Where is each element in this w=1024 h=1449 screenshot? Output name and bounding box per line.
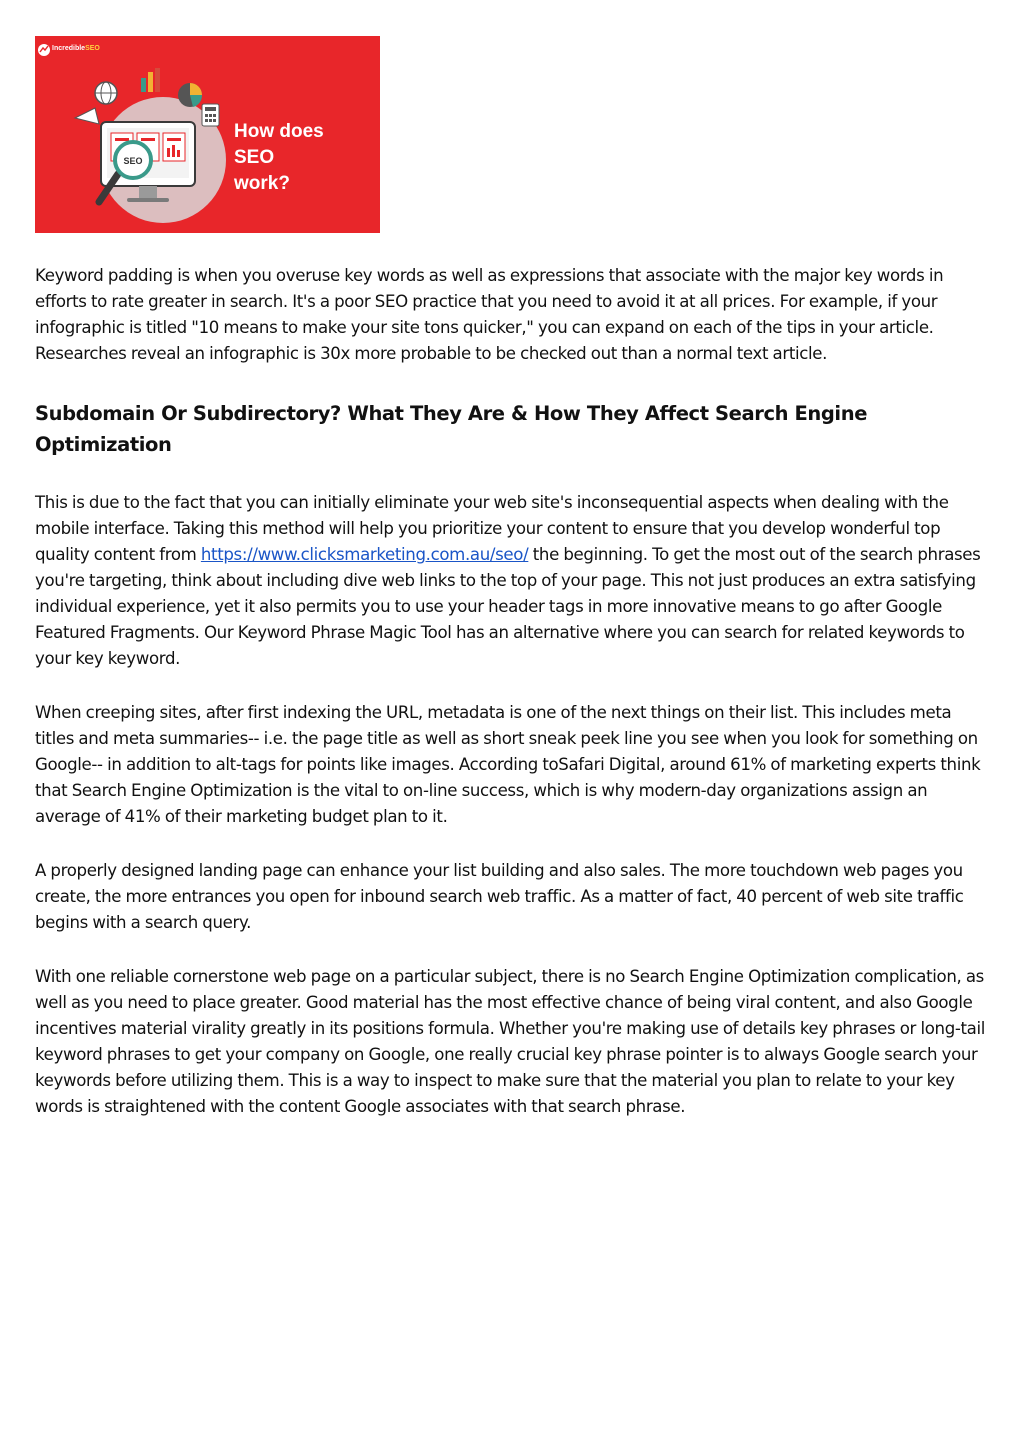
hero-title-line-2: SEO [234, 147, 275, 168]
intro-paragraph: Keyword padding is when you overuse key words as well as expressions that associate with the major key words in efforts to rate greater in search. It's a poor SEO practice that you need to avoid it at all prices. For example, if your infographic is titled "10 means to make your site tons quicker," you can expand on each of the tips in your article. Researches reveal an infographic is 30x more probable to be checked out than a normal text article. [35, 266, 944, 363]
hero-title-line-3: work? [234, 173, 290, 194]
magnifier-label: SEO [123, 156, 143, 166]
pie-chart-icon [178, 83, 202, 107]
logo-icon [38, 44, 50, 56]
hero-title-line-1: How does [234, 121, 324, 142]
hero-image [35, 36, 380, 233]
logo-word-1: Incredible [52, 45, 86, 52]
globe-icon [95, 82, 117, 104]
paragraph-2-before-link: This is due to the fact that you can initially eliminate your web site's inconsequential aspects when dealing with the mobile interface. Taking this method will help you prioritize your content to ensure that you develop wonderful top quality content from [35, 493, 949, 564]
paragraph-4: A properly designed landing page can enhance your list building and also sales. The more touchdown web pages you create, the more entrances you open for inbound search web traffic. As a matter of fact, 40 percent of web site traffic begins with a search query. [35, 861, 964, 932]
logo-text [52, 45, 100, 52]
paragraph-5: With one reliable cornerstone web page on a particular subject, there is no Search Engine Optimization complication, as well as you need to place greater. Good material has the most effective chance of being viral content, and also Google incentives material virality greatly in its positions formula. Whether you're making use of details key phrases or long-tail keyword phrases to get your company on Google, one really crucial key phrase pointer is to always Google search your keywords before utilizing them. This is a way to inspect to make sure that the material you plan to relate to your key words is straightened with the content Google associates with that search phrase. [35, 967, 986, 1116]
bar-chart-icon [141, 68, 160, 92]
calculator-icon [202, 104, 219, 126]
envelope-icon [75, 108, 99, 124]
article [35, 36, 990, 1120]
paragraph-2 [35, 490, 990, 672]
paragraph-3: When creeping sites, after first indexing the URL, metadata is one of the next things on their list. This includes meta titles and meta summaries-- i.e. the page title as well as short sneak peek line you see when you look for something on Google-- in addition to alt-tags for points like images. According toSafari Digital, around 61% of marketing experts think that Search Engine Optimization is the vital to on-line success, which is why modern-day organizations assign an average of 41% of their marketing budget plan to it. [35, 703, 981, 826]
clicksmarketing-link[interactable]: https://www.clicksmarketing.com.au/seo/ [200, 545, 529, 564]
paragraph-2-after-link: the beginning. To get the most out of the search phrases you're targeting, think about including dive web links to the top of your page. This not just produces an extra satisfying individual experience, yet it also permits you to use your header tags in more innovative means to go after Google Featured Fragments. Our Keyword Phrase Magic Tool has an alternative where you can search for related keywords to your key keyword. [35, 545, 981, 668]
logo-word-2: SEO [85, 45, 100, 52]
hero-title [234, 119, 374, 197]
section-heading: Subdomain Or Subdirectory? What They Are & How They Affect Search Engine Optimization [35, 402, 868, 456]
